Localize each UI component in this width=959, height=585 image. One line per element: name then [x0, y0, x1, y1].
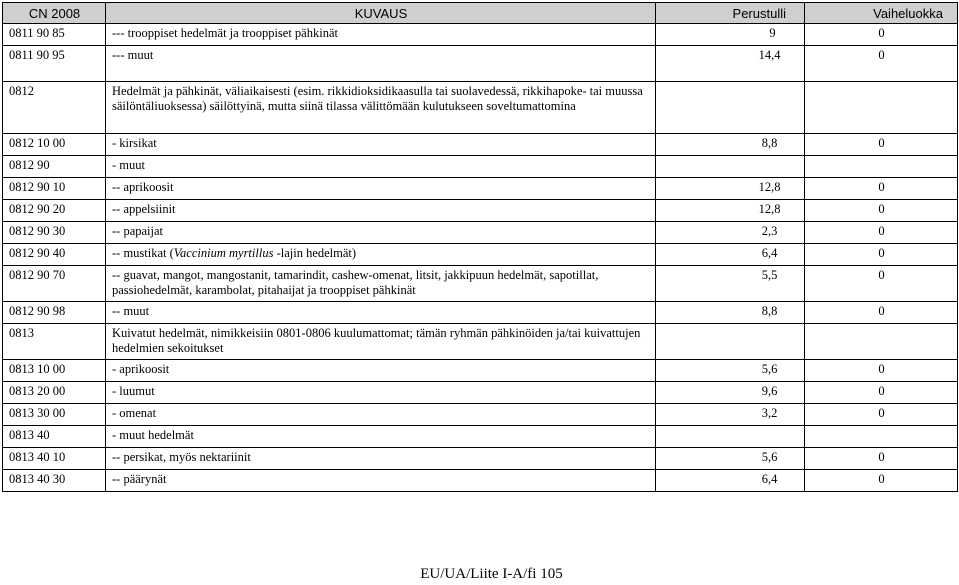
table-row: [3, 266, 958, 302]
description: -- päärynät: [106, 470, 656, 492]
cn-code: 0813 40: [3, 426, 106, 448]
description-text: -- mustikat (: [112, 246, 174, 260]
staging-category: 0: [805, 46, 958, 82]
description: -- guavat, mangot, mangostanit, tamarindit, cashew-omenat, litsit, jakkipuun hedelmät, sapotillat, passiohedelmät, karambolat, pitahaijat ja trooppiset pähkinät: [106, 266, 656, 302]
cn-code: 0812 90 10: [3, 178, 106, 200]
table-row: [3, 324, 958, 360]
page-footer: [0, 566, 959, 583]
staging-category: 0: [805, 244, 958, 266]
description: - kirsikat: [106, 134, 656, 156]
table-row: [3, 426, 958, 448]
description: -- appelsiinit: [106, 200, 656, 222]
table-row: [3, 222, 958, 244]
header-cn: CN 2008: [3, 3, 106, 24]
table-row: [3, 382, 958, 404]
base-duty: 12,8: [656, 200, 805, 222]
cn-code: 0813 20 00: [3, 382, 106, 404]
base-duty: 14,4: [656, 46, 805, 82]
base-duty: [656, 426, 805, 448]
base-duty: 12,8: [656, 178, 805, 200]
cn-code: 0813: [3, 324, 106, 360]
base-duty: 6,4: [656, 470, 805, 492]
cn-code: 0812 90: [3, 156, 106, 178]
table-row: [3, 302, 958, 324]
staging-category: 0: [805, 134, 958, 156]
table-row: [3, 404, 958, 426]
staging-category: 0: [805, 302, 958, 324]
table-row: [3, 360, 958, 382]
page-reference: EU/UA/Liite I-A/fi 105: [420, 566, 563, 582]
base-duty: 2,3: [656, 222, 805, 244]
description: --- muut: [106, 46, 656, 82]
cn-code: 0811 90 85: [3, 24, 106, 46]
cn-code: 0811 90 95: [3, 46, 106, 82]
tariff-table: [2, 2, 958, 492]
staging-category: 0: [805, 200, 958, 222]
staging-category: 0: [805, 448, 958, 470]
base-duty: 9,6: [656, 382, 805, 404]
description: -- muut: [106, 302, 656, 324]
header-base-duty: Perustulli: [656, 3, 805, 24]
base-duty: 5,5: [656, 266, 805, 302]
description-text: -lajin hedelmät): [273, 246, 357, 260]
table-row: [3, 200, 958, 222]
staging-category: [805, 156, 958, 178]
description: -- aprikoosit: [106, 178, 656, 200]
table-row: [3, 178, 958, 200]
table-row: [3, 470, 958, 492]
cn-code: 0812 90 30: [3, 222, 106, 244]
cn-code: 0813 40 30: [3, 470, 106, 492]
staging-category: 0: [805, 178, 958, 200]
base-duty: [656, 156, 805, 178]
table-row: [3, 134, 958, 156]
staging-category: 0: [805, 266, 958, 302]
base-duty: 5,6: [656, 448, 805, 470]
cn-code: 0813 10 00: [3, 360, 106, 382]
description: -- papaijat: [106, 222, 656, 244]
staging-category: 0: [805, 222, 958, 244]
description: --- trooppiset hedelmät ja trooppiset pähkinät: [106, 24, 656, 46]
description: - omenat: [106, 404, 656, 426]
header-description: KUVAUS: [106, 3, 656, 24]
table-header-row: [3, 3, 958, 24]
table-row: [3, 448, 958, 470]
table-row: [3, 244, 958, 266]
staging-category: [805, 82, 958, 134]
cn-code: 0813 30 00: [3, 404, 106, 426]
base-duty: 9: [656, 24, 805, 46]
description: Kuivatut hedelmät, nimikkeisiin 0801-0806 kuulumattomat; tämän ryhmän pähkinöiden ja/tai kuivattujen hedelmien sekoitukset: [106, 324, 656, 360]
species-name: Vaccinium myrtillus: [173, 246, 274, 260]
staging-category: 0: [805, 24, 958, 46]
description: [106, 244, 656, 266]
staging-category: 0: [805, 360, 958, 382]
cn-code: 0812 90 70: [3, 266, 106, 302]
cn-code: 0812 10 00: [3, 134, 106, 156]
base-duty: 8,8: [656, 302, 805, 324]
cn-code: 0812 90 98: [3, 302, 106, 324]
table-row: [3, 156, 958, 178]
base-duty: 6,4: [656, 244, 805, 266]
table-row: [3, 24, 958, 46]
base-duty: [656, 82, 805, 134]
table-row: [3, 82, 958, 134]
description: - aprikoosit: [106, 360, 656, 382]
description: - luumut: [106, 382, 656, 404]
header-staging-category: Vaiheluokka: [805, 3, 958, 24]
description: -- persikat, myös nektariinit: [106, 448, 656, 470]
base-duty: [656, 324, 805, 360]
staging-category: [805, 426, 958, 448]
staging-category: 0: [805, 470, 958, 492]
description: Hedelmät ja pähkinät, väliaikaisesti (esim. rikkidioksidikaasulla tai suolavedessä, rikkihapoke- tai muussa säilöntäliuoksessa) säilöttyinä, mutta siinä tilassa välittömään kulutukseen soveltumattomina: [106, 82, 656, 134]
cn-code: 0812 90 40: [3, 244, 106, 266]
description: - muut hedelmät: [106, 426, 656, 448]
base-duty: 5,6: [656, 360, 805, 382]
table-row: [3, 46, 958, 82]
cn-code: 0812: [3, 82, 106, 134]
staging-category: 0: [805, 382, 958, 404]
staging-category: [805, 324, 958, 360]
cn-code: 0812 90 20: [3, 200, 106, 222]
staging-category: 0: [805, 404, 958, 426]
description: - muut: [106, 156, 656, 178]
base-duty: 8,8: [656, 134, 805, 156]
cn-code: 0813 40 10: [3, 448, 106, 470]
base-duty: 3,2: [656, 404, 805, 426]
